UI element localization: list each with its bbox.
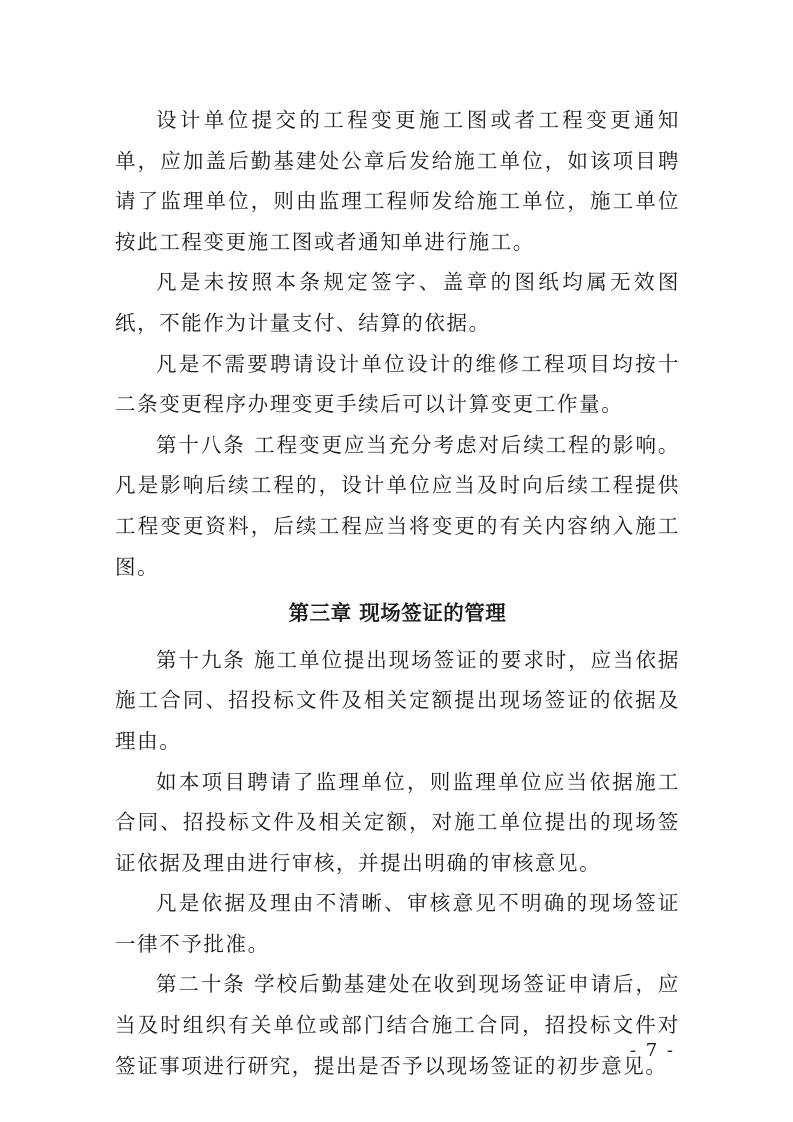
paragraph: 第十九条 施工单位提出现场签证的要求时，应当依据施工合同、招投标文件及相关定额提出现场签证的依据及理由。 [115, 647, 680, 753]
paragraph: 凡是依据及理由不清晰、审核意见不明确的现场签证一律不予批准。 [115, 891, 680, 956]
paragraph: 凡是未按照本条规定签字、盖章的图纸均属无效图纸，不能作为计量支付、结算的依据。 [115, 270, 680, 335]
paragraph: 如本项目聘请了监理单位，则监理单位应当依据施工合同、招投标文件及相关定额，对施工单位提出的现场签证依据及理由进行审核，并提出明确的审核意见。 [115, 769, 680, 875]
chapter-heading: 第三章 现场签证的管理 [288, 601, 507, 626]
paragraph: 凡是不需要聘请设计单位设计的维修工程项目均按十二条变更程序办理变更手续后可以计算变更工作量。 [115, 351, 680, 417]
page-number: - 7 - [629, 1040, 675, 1061]
paragraph: 设计单位提交的工程变更施工图或者工程变更通知单，应加盖后勤基建处公章后发给施工单位，如该项目聘请了监理单位，则由监理工程师发给施工单位，施工单位按此工程变更施工图或者通知单进行施工。 [115, 108, 680, 254]
document-body [115, 100, 680, 1086]
paragraph: 第十八条 工程变更应当充分考虑对后续工程的影响。凡是影响后续工程的，设计单位应当及时向后续工程提供工程变更资料，后续工程应当将变更的有关内容纳入施工图。 [115, 432, 680, 579]
paragraph: 第二十条 学校后勤基建处在收到现场签证申请后，应当及时组织有关单位或部门结合施工合同，招投标文件对签证事项进行研究，提出是否予以现场签证的初步意见。 [115, 972, 680, 1078]
